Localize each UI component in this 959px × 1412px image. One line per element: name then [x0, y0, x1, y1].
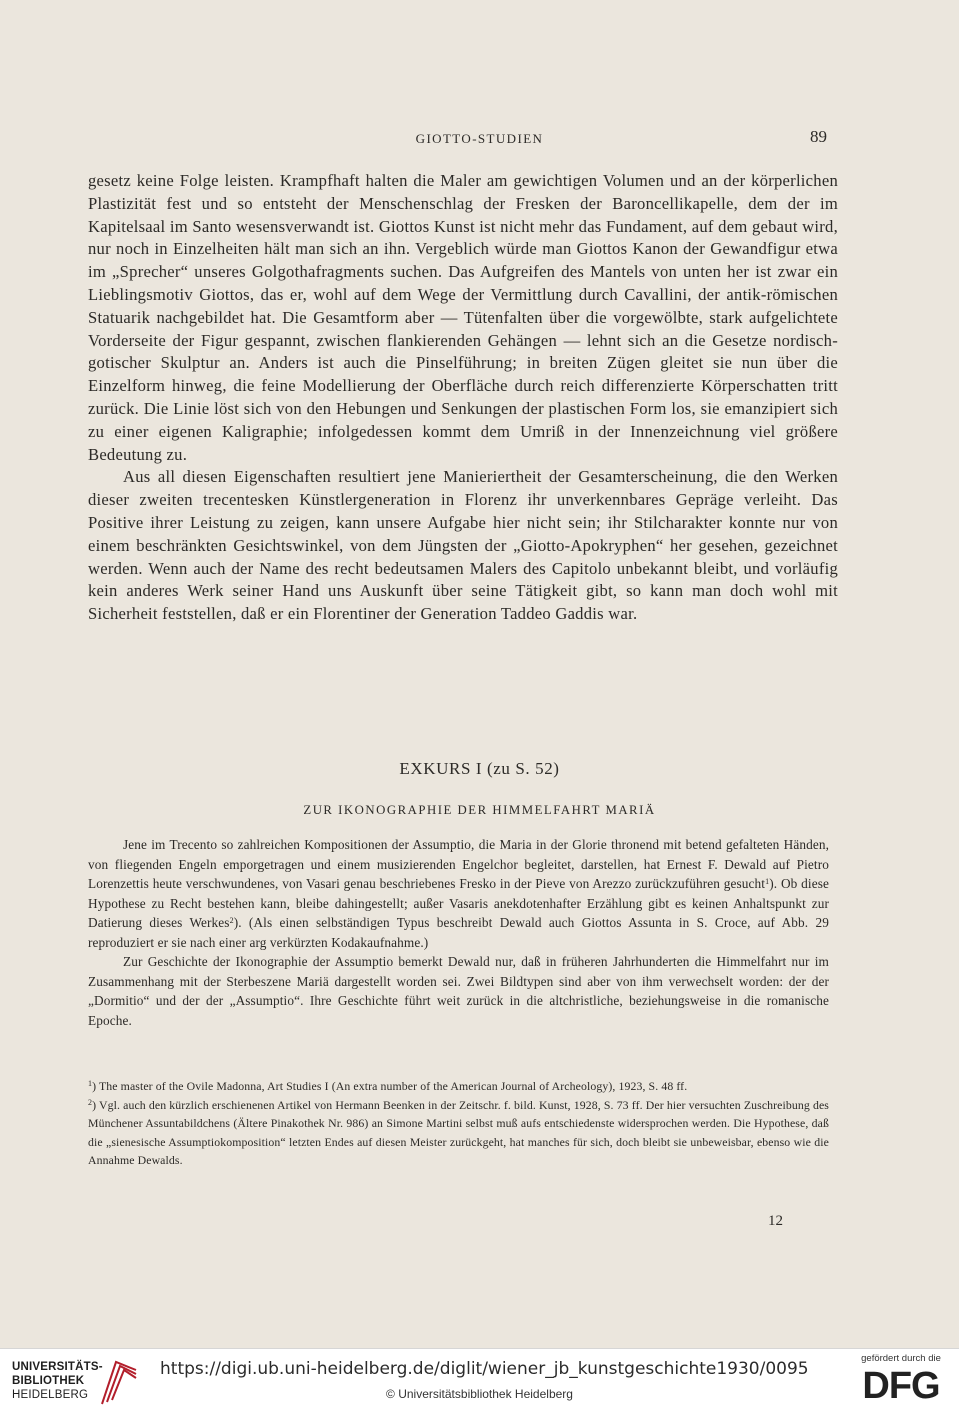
library-name-line: UNIVERSITÄTS-	[12, 1361, 103, 1373]
footnote: $^1$) The master of the Ovile Madonna, Art Studies I (An extra number of the American Journal of Archeology), 1923, S. 48 ff.	[88, 1079, 688, 1093]
signature-mark: 12	[768, 1213, 783, 1229]
library-name-line: BIBLIOTHEK	[12, 1375, 85, 1387]
exkurs-text	[88, 835, 829, 1030]
exkurs-paragraph: Jene im Trecento so zahlreichen Kompositionen der Assumptio, die Maria in der Glorie thronend mit betend gefalteten Händen, von fliegenden Engeln emporgetragen und einem musizierenden Engelchor begleitet, darstellen, hat Ernest F. Dewald auf Pietro Lorenzettis heute verschwundenes, von Vasari genau beschriebenes Fresko in der Pieve von Arezzo zurückzuführen gesucht$^1$). Ob diese Hypothese zu Recht bestehen kann, bleibe dahingestellt; außer Vasaris anekdotenhafter Erzählung gibt es keinen Anhaltspunkt zur Datierung dieses Werkes$^2$). (Als einen selbständigen Typus beschreibt Dewald auch Giottos Assunta in S. Croce, auf Abb. 29 reproduziert er sie nach einer arg verkürzten Kodakaufnahme.)	[88, 837, 830, 950]
paragraph: gesetz keine Folge leisten. Krampfhaft halten die Maler am gewichtigen Volumen und an der körperlichen Plastizität fest und so entsteht der Menschenschlag der Fresken der Baroncellikapelle, dem der im Kapitelsaal im Santo wesensverwandt ist. Giottos Kunst ist nicht mehr das Fundament, auf dem gebaut wird, nur noch in Einzelheiten hält man sich an ihn. Vergeblich würde man Giottos Kanon der Gewandfigur etwa im „Sprecher“ unseres Golgothafragments suchen. Das Aufgreifen des Mantels von unten her ist zwar ein Lieblingsmotiv Giottos, das er, wohl auf dem Wege der Vermittlung durch Cavallini, der antik-römischen Statuarik nachgebildet hat. Die Gesamtform aber — Tütenfalten über die vorgewölbte, stark aufgelichtete Vorderseite der Figur gespannt, zwischen flankierenden Gehängen — lehnt sich an die Gesetze nordisch-gotischer Skulptur an. Anders ist auch die Pinselführung; in breiten Zügen gleitet sie nun über die Einzelform hinweg, die feine Modellierung der Oberfläche durch reich differenzierte Körperschatten tritt zurück. Die Linie löst sich von den Hebungen und Senkungen der plastischen Form los, sie emanzipiert sich zu einer eigenen Kaligraphie; infolgedessen kommt dem Umriß in der Innenzeichnung viel größere Bedeutung zu.	[88, 171, 838, 464]
funder-caption: gefördert durch die	[861, 1353, 941, 1364]
library-name-line: HEIDELBERG	[12, 1389, 89, 1401]
paragraph: Aus all diesen Eigenschaften resultiert jene Manieriertheit der Gesamterscheinung, die den Werken dieser zweiten trecentesken Künstlergeneration in Florenz ihr unverkennbares Gepräge verleiht. Das Positive ihrer Leistung zu zeigen, kann unsere Aufgabe hier nicht sein; ihr Stilcharakter konnte nur von einem beschränkten Gesichtswinkel, von dem Jüngsten der „Giotto-Apokryphen“ her gesehen, gezeichnet werden. Wenn auch der Name des recht bedeutsamen Malers des Capitolo unbekannt bleibt, und vorläufig kein anderes Werk seiner Hand uns Auskunft über seine Tätigkeit gibt, so kann man doch wohl mit Sicherheit feststellen, daß er ein Florentiner der Generation Taddeo Gaddis war.	[88, 467, 838, 624]
footnote: $^2$) Vgl. auch den kürzlich erschienenen Artikel von Hermann Beenken in der Zeitschr. f. bild. Kunst, 1928, S. 73 ff. Der hier versuchten Zuschreibung des Münchener Assuntabildchens (Ältere Pinakothek Nr. 986) an Simone Martini selbst muß aufs entschiedenste widersprochen werden. Die Hypothese, daß die „sienesische Assumptiokomposition“ letzten Endes auf diesen Meister zurückgeht, hat manches für sich, doch bleibt sie unbeweisbar, ebenso wie die Annahme Dewalds.	[88, 1098, 829, 1167]
dfg-logo[interactable]	[853, 1353, 949, 1409]
footnotes	[88, 1077, 829, 1170]
dfg-wordmark: DFG	[862, 1365, 940, 1407]
exkurs-heading: EXKURS I (zu S. 52)	[399, 759, 560, 778]
copyright-notice: © Universitätsbibliothek Heidelberg	[386, 1387, 573, 1401]
exkurs-subheading: ZUR IKONOGRAPHIE DER HIMMELFAHRT MARIÄ	[303, 803, 656, 817]
footnote-ref: 2	[229, 916, 234, 925]
permalink-url[interactable]: https://digi.ub.uni-heidelberg.de/diglit/wiener_jb_kunstgeschichte1930/0095	[160, 1359, 809, 1379]
page-number: 89	[810, 127, 827, 146]
main-text	[88, 170, 838, 626]
running-header: GIOTTO-STUDIEN	[415, 131, 544, 146]
footnote-ref: 1	[765, 877, 770, 886]
footer-bar	[0, 1348, 959, 1412]
exkurs-paragraph: Zur Geschichte der Ikonographie der Assumptio bemerkt Dewald nur, daß in früheren Jahrhunderten die Himmelfahrt nur im Zusammenhang mit der Sterbeszene Mariä dargestellt worden sei. Zwei Bildtypen sind aber von ihm verwechselt worden: der der „Dormitio“ und der der „Assumptio“. Ihre Geschichte führt weit zurück in die altchristliche, beziehungsweise in die romanische Epoche.	[88, 954, 829, 1028]
